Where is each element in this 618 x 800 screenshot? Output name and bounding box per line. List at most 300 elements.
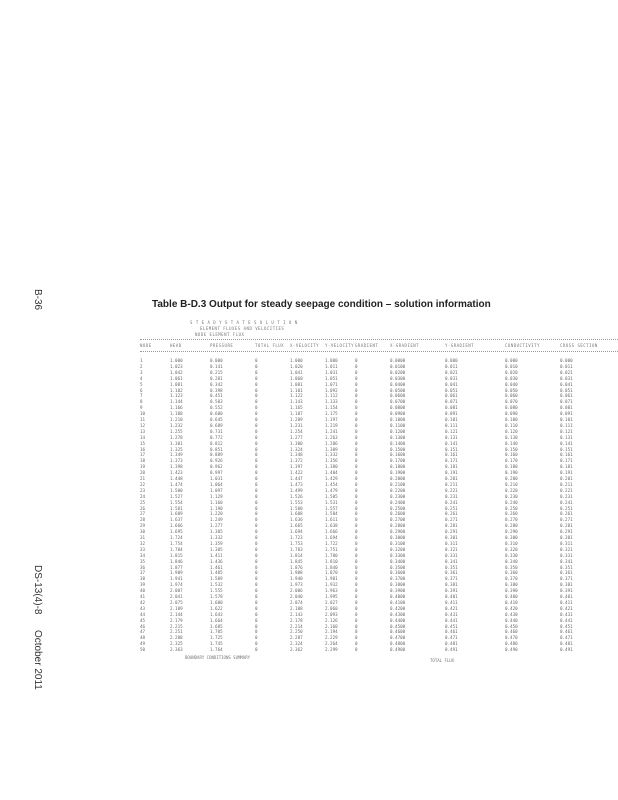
table-cell: 0.0000 <box>390 358 406 363</box>
table-cell: 0 <box>255 464 258 470</box>
table-cell: 0.181 <box>560 464 573 470</box>
table-cell: 0.150 <box>505 446 518 452</box>
table-cell: 0.130 <box>505 434 518 440</box>
table-cell: 1.814 <box>290 552 303 558</box>
table-cell: 0.170 <box>505 458 518 464</box>
table-cell: 0.2000 <box>390 476 406 481</box>
table-cell: 0.461 <box>560 629 573 635</box>
table-cell: 1.129 <box>210 493 223 499</box>
table-cell: 0 <box>355 405 358 411</box>
table-cell: 1.190 <box>210 505 223 511</box>
table-cell: 0 <box>355 558 358 564</box>
table-cell: 0 <box>255 470 258 476</box>
table-cell: 0.4400 <box>390 617 406 623</box>
table-cell: 0.250 <box>505 505 518 511</box>
table-cell: 0.431 <box>560 611 573 617</box>
table-cell: 0.503 <box>210 399 223 405</box>
table-cell: 0.411 <box>560 599 573 605</box>
table-cell: 25 <box>140 499 146 505</box>
table-cell: 11 <box>140 417 146 422</box>
table-cell: 1.112 <box>325 393 338 399</box>
table-cell: 0.2800 <box>390 523 406 529</box>
table-cell: 0 <box>355 411 358 417</box>
table-cell: 0.241 <box>560 499 573 505</box>
table-cell: 0.210 <box>505 481 518 487</box>
table-cell: 0.291 <box>560 529 573 535</box>
table-cell: 0 <box>355 428 358 434</box>
table-cell: 0.151 <box>560 446 573 452</box>
table-cell: 1.081 <box>170 381 183 387</box>
column-header: CONDUCTIVITY <box>505 343 540 348</box>
table-cell: 13 <box>140 428 146 434</box>
table-cell: 2 <box>140 363 143 369</box>
table-cell: 0.091 <box>445 411 458 417</box>
table-cell: 1.876 <box>290 564 303 570</box>
table-cell: 0.081 <box>560 405 573 411</box>
table-cell: 2.325 <box>170 641 183 647</box>
table-cell: 0 <box>255 647 258 653</box>
table-cell: 1.609 <box>170 511 183 517</box>
table-cell: 1.000 <box>325 358 338 363</box>
table-cell: 0.371 <box>560 576 573 582</box>
table-cell: 1.664 <box>210 617 223 623</box>
table-cell: 0.341 <box>560 558 573 564</box>
table-cell: 2.251 <box>170 629 183 635</box>
document-date: October 2011 <box>32 630 43 690</box>
table-cell: 0 <box>355 387 358 393</box>
table-cell: 0.091 <box>560 411 573 417</box>
table-footer-left: BOUNDARY CONDITIONS SUMMARY <box>185 655 251 660</box>
table-cell: 0 <box>255 540 258 546</box>
table-cell: 0.1400 <box>390 440 406 446</box>
table-cell: 1.422 <box>290 470 303 476</box>
table-cell: 0 <box>255 440 258 446</box>
table-cell: 10 <box>140 411 146 417</box>
table-cell: 0.140 <box>505 440 518 446</box>
column-header: NODE <box>140 343 152 348</box>
table-cell: 0.191 <box>445 470 458 476</box>
table-cell: 1.753 <box>290 540 303 546</box>
table-cell: 0.271 <box>560 517 573 523</box>
table-cell: 0.461 <box>445 629 458 635</box>
table-cell: 0.220 <box>505 487 518 493</box>
table-cell: 1.232 <box>170 422 183 428</box>
table-cell: 0.391 <box>445 588 458 594</box>
table-cell: 1.636 <box>290 517 303 523</box>
table-cell: 0 <box>355 623 358 629</box>
table-cell: 0 <box>355 363 358 369</box>
table-cell: 1.840 <box>325 564 338 570</box>
table-cell: 0.071 <box>445 399 458 405</box>
table-cell: 0.000 <box>560 358 573 363</box>
table-cell: 0 <box>355 434 358 440</box>
table-title: Table B-D.3 Output for steady seepage condition – solution information <box>152 299 491 310</box>
table-cell: 1.877 <box>170 564 183 570</box>
column-header: GRADIENT <box>355 343 379 348</box>
table-cell: 0.1500 <box>390 446 406 452</box>
table-cell: 0.4600 <box>390 629 406 635</box>
table-cell: 0.131 <box>560 434 573 440</box>
table-cell: 0 <box>255 564 258 570</box>
table-cell: 2.160 <box>325 623 338 629</box>
table-cell: 1.144 <box>170 399 183 405</box>
table-cell: 0.161 <box>560 452 573 458</box>
table-cell: 1.473 <box>290 481 303 487</box>
table-cell: 1.723 <box>290 535 303 540</box>
table-cell: 2.041 <box>170 594 183 599</box>
table-cell: 1.600 <box>210 599 223 605</box>
table-cell: 0 <box>355 493 358 499</box>
table-cell: 1 <box>140 358 143 363</box>
table-cell: 0.0400 <box>390 381 406 387</box>
table-cell: 0.3600 <box>390 570 406 576</box>
table-cell: 1.041 <box>290 369 303 375</box>
table-cell: 1.974 <box>170 582 183 588</box>
table-cell: 1.300 <box>290 440 303 446</box>
table-cell: 0.926 <box>210 458 223 464</box>
table-cell: 0 <box>255 428 258 434</box>
table-cell: 1.031 <box>325 369 338 375</box>
table-cell: 44 <box>140 611 146 617</box>
table-cell: 0.360 <box>505 570 518 576</box>
table-cell: 30 <box>140 529 146 535</box>
table-cell: 0.120 <box>505 428 518 434</box>
table-cell: 0.000 <box>210 358 223 363</box>
table-cell: 0.4200 <box>390 605 406 611</box>
table-cell: 0 <box>255 487 258 493</box>
table-cell: 14 <box>140 434 146 440</box>
column-header: X-VELOCITY <box>290 343 320 348</box>
table-cell: 2.215 <box>170 623 183 629</box>
table-cell: 1.397 <box>290 464 303 470</box>
table-cell: 0.420 <box>505 605 518 611</box>
table-cell: 1.278 <box>170 434 183 440</box>
table-cell: 0 <box>255 434 258 440</box>
table-cell: 1.286 <box>325 440 338 446</box>
table-cell: 0 <box>355 540 358 546</box>
table-cell: 1.359 <box>210 540 223 546</box>
table-cell: 1.249 <box>210 517 223 523</box>
table-cell: 1.665 <box>290 523 303 529</box>
table-cell: 0 <box>355 381 358 387</box>
table-cell: 1.479 <box>325 487 338 493</box>
table-cell: 0.121 <box>560 428 573 434</box>
table-cell: 0.071 <box>560 399 573 405</box>
table-cell: 2.040 <box>290 594 303 599</box>
table-cell: 0.0700 <box>390 399 406 405</box>
table-cell: 0.471 <box>560 635 573 641</box>
table-cell: 0.1300 <box>390 434 406 440</box>
table-cell: 0 <box>355 588 358 594</box>
table-cell: 19 <box>140 464 146 470</box>
table-cell: 24 <box>140 493 146 499</box>
table-cell: 1.846 <box>170 558 183 564</box>
table-cell: 43 <box>140 605 146 611</box>
table-cell: 0.111 <box>445 422 458 428</box>
table-cell: 0.100 <box>505 417 518 422</box>
table-cell: 1.908 <box>290 570 303 576</box>
table-cell: 1.051 <box>325 375 338 381</box>
table-cell: 0.000 <box>505 358 518 363</box>
table-cell: 0.0200 <box>390 369 406 375</box>
column-header: TOTAL FLUX <box>255 343 285 348</box>
table-cell: 0 <box>255 576 258 582</box>
header-line-1: S T E A D Y S T A T E S O L U T I O N <box>190 320 298 325</box>
table-cell: 1.584 <box>325 511 338 517</box>
table-cell: 1.783 <box>290 546 303 552</box>
document-number: DS-13(4)-8 <box>32 565 43 615</box>
table-cell: 0.3500 <box>390 564 406 570</box>
table-cell: 0.4000 <box>390 594 406 599</box>
table-cell: 0.2200 <box>390 487 406 493</box>
table-cell: 46 <box>140 623 146 629</box>
table-cell: 45 <box>140 617 146 623</box>
table-cell: 2.287 <box>290 635 303 641</box>
table-cell: 5 <box>140 381 143 387</box>
table-cell: 0.260 <box>505 511 518 517</box>
table-cell: 0 <box>255 582 258 588</box>
table-cell: 0 <box>355 546 358 552</box>
table-cell: 1.255 <box>170 428 183 434</box>
table-cell: 0.300 <box>505 535 518 540</box>
table-cell: 0 <box>355 417 358 422</box>
table-cell: 0.361 <box>560 570 573 576</box>
table-cell: 0 <box>355 647 358 653</box>
table-cell: 0.351 <box>560 564 573 570</box>
table-cell: 1.436 <box>210 558 223 564</box>
table-cell: 0 <box>355 464 358 470</box>
table-cell: 0 <box>255 381 258 387</box>
table-cell: 35 <box>140 558 146 564</box>
table-cell: 0 <box>355 582 358 588</box>
table-cell: 1.411 <box>210 552 223 558</box>
table-cell: 0.221 <box>445 487 458 493</box>
table-cell: 0.1200 <box>390 428 406 434</box>
table-cell: 3 <box>140 369 143 375</box>
table-cell: 0 <box>355 369 358 375</box>
table-cell: 0.101 <box>445 417 458 422</box>
table-cell: 0.600 <box>210 411 223 417</box>
table-cell: 49 <box>140 641 146 647</box>
table-cell: 0 <box>355 599 358 605</box>
table-cell: 0 <box>255 611 258 617</box>
table-cell: 0.0300 <box>390 375 406 381</box>
table-cell: 0.201 <box>445 476 458 481</box>
table-cell: 1.277 <box>210 523 223 529</box>
table-cell: 1.474 <box>170 481 183 487</box>
table-cell: 1.581 <box>170 505 183 511</box>
table-cell: 0.2300 <box>390 493 406 499</box>
table-cell: 0.271 <box>445 517 458 523</box>
table-cell: 0 <box>355 641 358 647</box>
table-cell: 0 <box>255 493 258 499</box>
table-cell: 0.141 <box>560 440 573 446</box>
table-cell: 0.390 <box>505 588 518 594</box>
table-cell: 2.179 <box>170 617 183 623</box>
table-cell: 0.291 <box>445 529 458 535</box>
table-cell: 0 <box>255 570 258 576</box>
table-footer-right: TOTAL FLUX <box>430 658 455 663</box>
table-cell: 1.666 <box>170 523 183 529</box>
table-cell: 0.321 <box>445 546 458 552</box>
table-cell: 1.165 <box>290 405 303 411</box>
table-cell: 0.3700 <box>390 576 406 582</box>
table-cell: 0.410 <box>505 599 518 605</box>
table-cell: 0.051 <box>445 387 458 393</box>
table-cell: 1.219 <box>325 422 338 428</box>
table-cell: 1.941 <box>170 576 183 582</box>
table-cell: 1.423 <box>170 470 183 476</box>
table-cell: 38 <box>140 576 146 582</box>
table-cell: 0.180 <box>505 464 518 470</box>
column-header: HEAD <box>170 343 182 348</box>
table-cell: 1.724 <box>170 535 183 540</box>
table-cell: 0.341 <box>445 558 458 564</box>
table-cell: 1.356 <box>325 458 338 464</box>
table-cell: 1.754 <box>170 540 183 546</box>
table-cell: 0.3100 <box>390 540 406 546</box>
column-header: Y-GRADIENT <box>445 343 475 348</box>
table-cell: 0.221 <box>560 487 573 493</box>
table-cell: 0.261 <box>445 511 458 517</box>
table-cell: 0.321 <box>560 546 573 552</box>
table-cell: 1.000 <box>290 358 303 363</box>
table-cell: 0 <box>255 529 258 535</box>
table-cell: 21 <box>140 476 146 481</box>
table-cell: 1.309 <box>325 446 338 452</box>
table-cell: 0 <box>255 499 258 505</box>
table-cell: 2.362 <box>290 647 303 653</box>
table-cell: 0.451 <box>445 623 458 629</box>
table-cell: 0.0500 <box>390 387 406 393</box>
table-cell: 0.131 <box>445 434 458 440</box>
table-cell: 0.1800 <box>390 464 406 470</box>
table-cell: 0.361 <box>445 570 458 576</box>
table-cell: 0.340 <box>505 558 518 564</box>
table-cell: 0.460 <box>505 629 518 635</box>
table-cell: 0.962 <box>210 464 223 470</box>
table-cell: 0 <box>355 470 358 476</box>
table-cell: 0.010 <box>505 363 518 369</box>
table-cell: 0 <box>355 605 358 611</box>
table-cell: 0 <box>355 505 358 511</box>
table-cell: 0.280 <box>505 523 518 529</box>
table-cell: 1.166 <box>170 405 183 411</box>
table-cell: 0.4300 <box>390 611 406 617</box>
table-cell: 0.4100 <box>390 599 406 605</box>
table-cell: 0.320 <box>505 546 518 552</box>
table-cell: 12 <box>140 422 146 428</box>
header-line-3: NODE ELEMENT FLUX <box>195 332 245 337</box>
table-cell: 2.006 <box>290 588 303 594</box>
header-rule <box>140 339 618 340</box>
table-cell: 20 <box>140 470 146 476</box>
table-cell: 0.081 <box>445 405 458 411</box>
table-cell: 0.141 <box>445 440 458 446</box>
table-cell: 0.370 <box>505 576 518 582</box>
table-cell: 1.122 <box>290 393 303 399</box>
table-cell: 1.932 <box>325 582 338 588</box>
table-cell: 0.251 <box>560 505 573 511</box>
table-cell: 0.270 <box>505 517 518 523</box>
table-cell: 1.220 <box>210 511 223 517</box>
table-cell: 1.385 <box>210 546 223 552</box>
table-cell: 1.780 <box>325 552 338 558</box>
table-cell: 0 <box>255 446 258 452</box>
table-cell: 0.2700 <box>390 517 406 523</box>
table-cell: 2.288 <box>170 635 183 641</box>
table-cell: 48 <box>140 635 146 641</box>
table-cell: 0.110 <box>505 422 518 428</box>
table-cell: 0.421 <box>560 605 573 611</box>
table-cell: 1.611 <box>325 517 338 523</box>
table-cell: 1.638 <box>325 523 338 529</box>
table-cell: 0.011 <box>445 363 458 369</box>
table-cell: 1.555 <box>210 588 223 594</box>
table-cell: 1.277 <box>290 434 303 440</box>
table-cell: 0.040 <box>505 381 518 387</box>
table-cell: 0.381 <box>560 582 573 588</box>
table-cell: 40 <box>140 588 146 594</box>
table-cell: 1.995 <box>325 594 338 599</box>
table-cell: 0.421 <box>445 605 458 611</box>
table-cell: 27 <box>140 511 146 517</box>
table-cell: 0 <box>255 458 258 464</box>
table-cell: 1.175 <box>325 411 338 417</box>
table-cell: 0 <box>255 476 258 481</box>
table-cell: 16 <box>140 446 146 452</box>
table-cell: 1.553 <box>290 499 303 505</box>
table-cell: 0 <box>255 505 258 511</box>
table-cell: 0.121 <box>445 428 458 434</box>
table-cell: 0.471 <box>445 635 458 641</box>
table-cell: 1.531 <box>325 499 338 505</box>
table-cell: 0.552 <box>210 405 223 411</box>
table-cell: 0.3200 <box>390 546 406 552</box>
table-cell: 0.451 <box>560 623 573 629</box>
table-cell: 0 <box>355 446 358 452</box>
table-cell: 41 <box>140 594 146 599</box>
table-cell: 0.470 <box>505 635 518 641</box>
table-cell: 0.491 <box>560 647 573 653</box>
table-cell: 0.281 <box>210 375 223 381</box>
table-cell: 0.4500 <box>390 623 406 629</box>
table-cell: 1.348 <box>290 452 303 458</box>
table-cell: 0 <box>355 635 358 641</box>
table-cell: 0 <box>255 523 258 529</box>
table-cell: 1.622 <box>210 605 223 611</box>
table-cell: 0.261 <box>560 511 573 517</box>
table-cell: 0.2100 <box>390 481 406 487</box>
table-cell: 1.197 <box>325 417 338 422</box>
table-cell: 1.254 <box>290 428 303 434</box>
table-cell: 8 <box>140 399 143 405</box>
table-cell: 0.480 <box>505 641 518 647</box>
table-cell: 0.251 <box>445 505 458 511</box>
table-cell: 1.011 <box>325 363 338 369</box>
table-cell: 1.064 <box>210 481 223 487</box>
table-cell: 1.380 <box>325 464 338 470</box>
column-header: CROSS SECTION <box>560 343 598 348</box>
table-cell: 0.997 <box>210 470 223 476</box>
table-cell: 0.2900 <box>390 529 406 535</box>
table-cell: 0.101 <box>560 417 573 422</box>
table-cell: 1.870 <box>325 570 338 576</box>
table-cell: 0 <box>255 552 258 558</box>
table-cell: 1.301 <box>170 440 183 446</box>
table-cell: 0.311 <box>445 540 458 546</box>
table-cell: 36 <box>140 564 146 570</box>
